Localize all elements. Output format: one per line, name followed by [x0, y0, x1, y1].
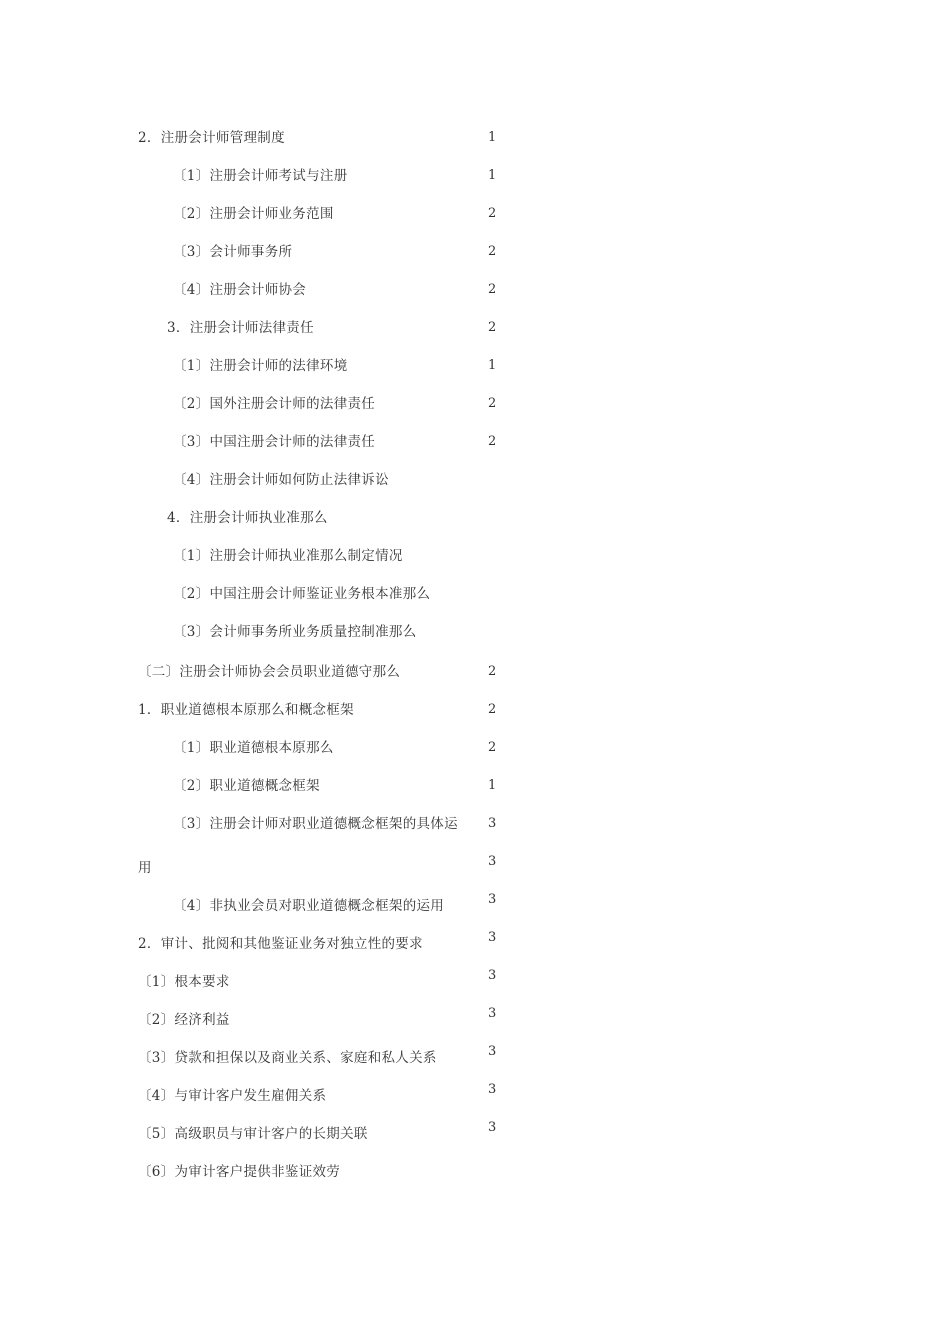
- outline-line: 〔3〕会计师事务所业务质量控制准那么: [173, 624, 417, 640]
- line-score: 3: [488, 930, 497, 945]
- outline-line: 〔2〕国外注册会计师的法律责任: [173, 396, 376, 412]
- outline-line: 〔1〕注册会计师执业准那么制定情况: [173, 548, 403, 564]
- outline-line: 3．注册会计师法律责任: [167, 320, 314, 336]
- outline-line: 用: [138, 860, 152, 876]
- line-score: 2: [488, 320, 497, 335]
- line-score: 2: [488, 664, 497, 679]
- line-score: 2: [488, 740, 497, 755]
- line-score: 3: [488, 892, 497, 907]
- line-score: 1: [488, 130, 497, 145]
- outline-line: 〔2〕职业道德概念框架: [173, 778, 320, 794]
- outline-line: 〔6〕为审计客户提供非鉴证效劳: [138, 1164, 341, 1180]
- line-score: 2: [488, 244, 497, 259]
- line-score: 2: [488, 206, 497, 221]
- line-score: 1: [488, 358, 497, 373]
- outline-line: 〔5〕高级职员与审计客户的长期关联: [138, 1126, 368, 1142]
- outline-line: 〔二〕注册会计师协会会员职业道德守那么: [138, 664, 401, 680]
- line-score: 3: [488, 1082, 497, 1097]
- outline-line: 〔4〕与审计客户发生雇佣关系: [138, 1088, 327, 1104]
- outline-line: 2．注册会计师管理制度: [138, 130, 285, 146]
- line-score: 2: [488, 702, 497, 717]
- line-score: 2: [488, 396, 497, 411]
- outline-line: 〔2〕中国注册会计师鉴证业务根本准那么: [173, 586, 431, 602]
- outline-line: 〔3〕贷款和担保以及商业关系、家庭和私人关系: [138, 1050, 437, 1066]
- line-score: 2: [488, 434, 497, 449]
- outline-line: 〔1〕注册会计师的法律环境: [173, 358, 348, 374]
- line-score: 2: [488, 282, 497, 297]
- outline-line: 2．审计、批阅和其他鉴证业务对独立性的要求: [138, 936, 423, 952]
- outline-line: 〔4〕非执业会员对职业道德概念框架的运用: [173, 898, 445, 914]
- line-score: 3: [488, 854, 497, 869]
- outline-line: 〔4〕注册会计师如何防止法律诉讼: [173, 472, 389, 488]
- outline-line: 〔2〕注册会计师业务范围: [173, 206, 334, 222]
- outline-line: 〔3〕中国注册会计师的法律责任: [173, 434, 376, 450]
- line-score: 1: [488, 168, 497, 183]
- line-score: 3: [488, 1044, 497, 1059]
- outline-line: 〔3〕注册会计师对职业道德概念框架的具体运: [173, 816, 458, 832]
- line-score: 3: [488, 816, 497, 831]
- outline-line: 〔1〕职业道德根本原那么: [173, 740, 334, 756]
- outline-line: 〔3〕会计师事务所: [173, 244, 293, 260]
- line-score: 1: [488, 778, 497, 793]
- outline-line: 1．职业道德根本原那么和概念框架: [138, 702, 354, 718]
- outline-line: 4．注册会计师执业准那么: [167, 510, 328, 526]
- line-score: 3: [488, 1120, 497, 1135]
- outline-line: 〔4〕注册会计师协会: [173, 282, 307, 298]
- outline-line: 〔1〕注册会计师考试与注册: [173, 168, 348, 184]
- outline-line: 〔2〕经济利益: [138, 1012, 230, 1028]
- line-score: 3: [488, 968, 497, 983]
- line-score: 3: [488, 1006, 497, 1021]
- outline-line: 〔1〕根本要求: [138, 974, 230, 990]
